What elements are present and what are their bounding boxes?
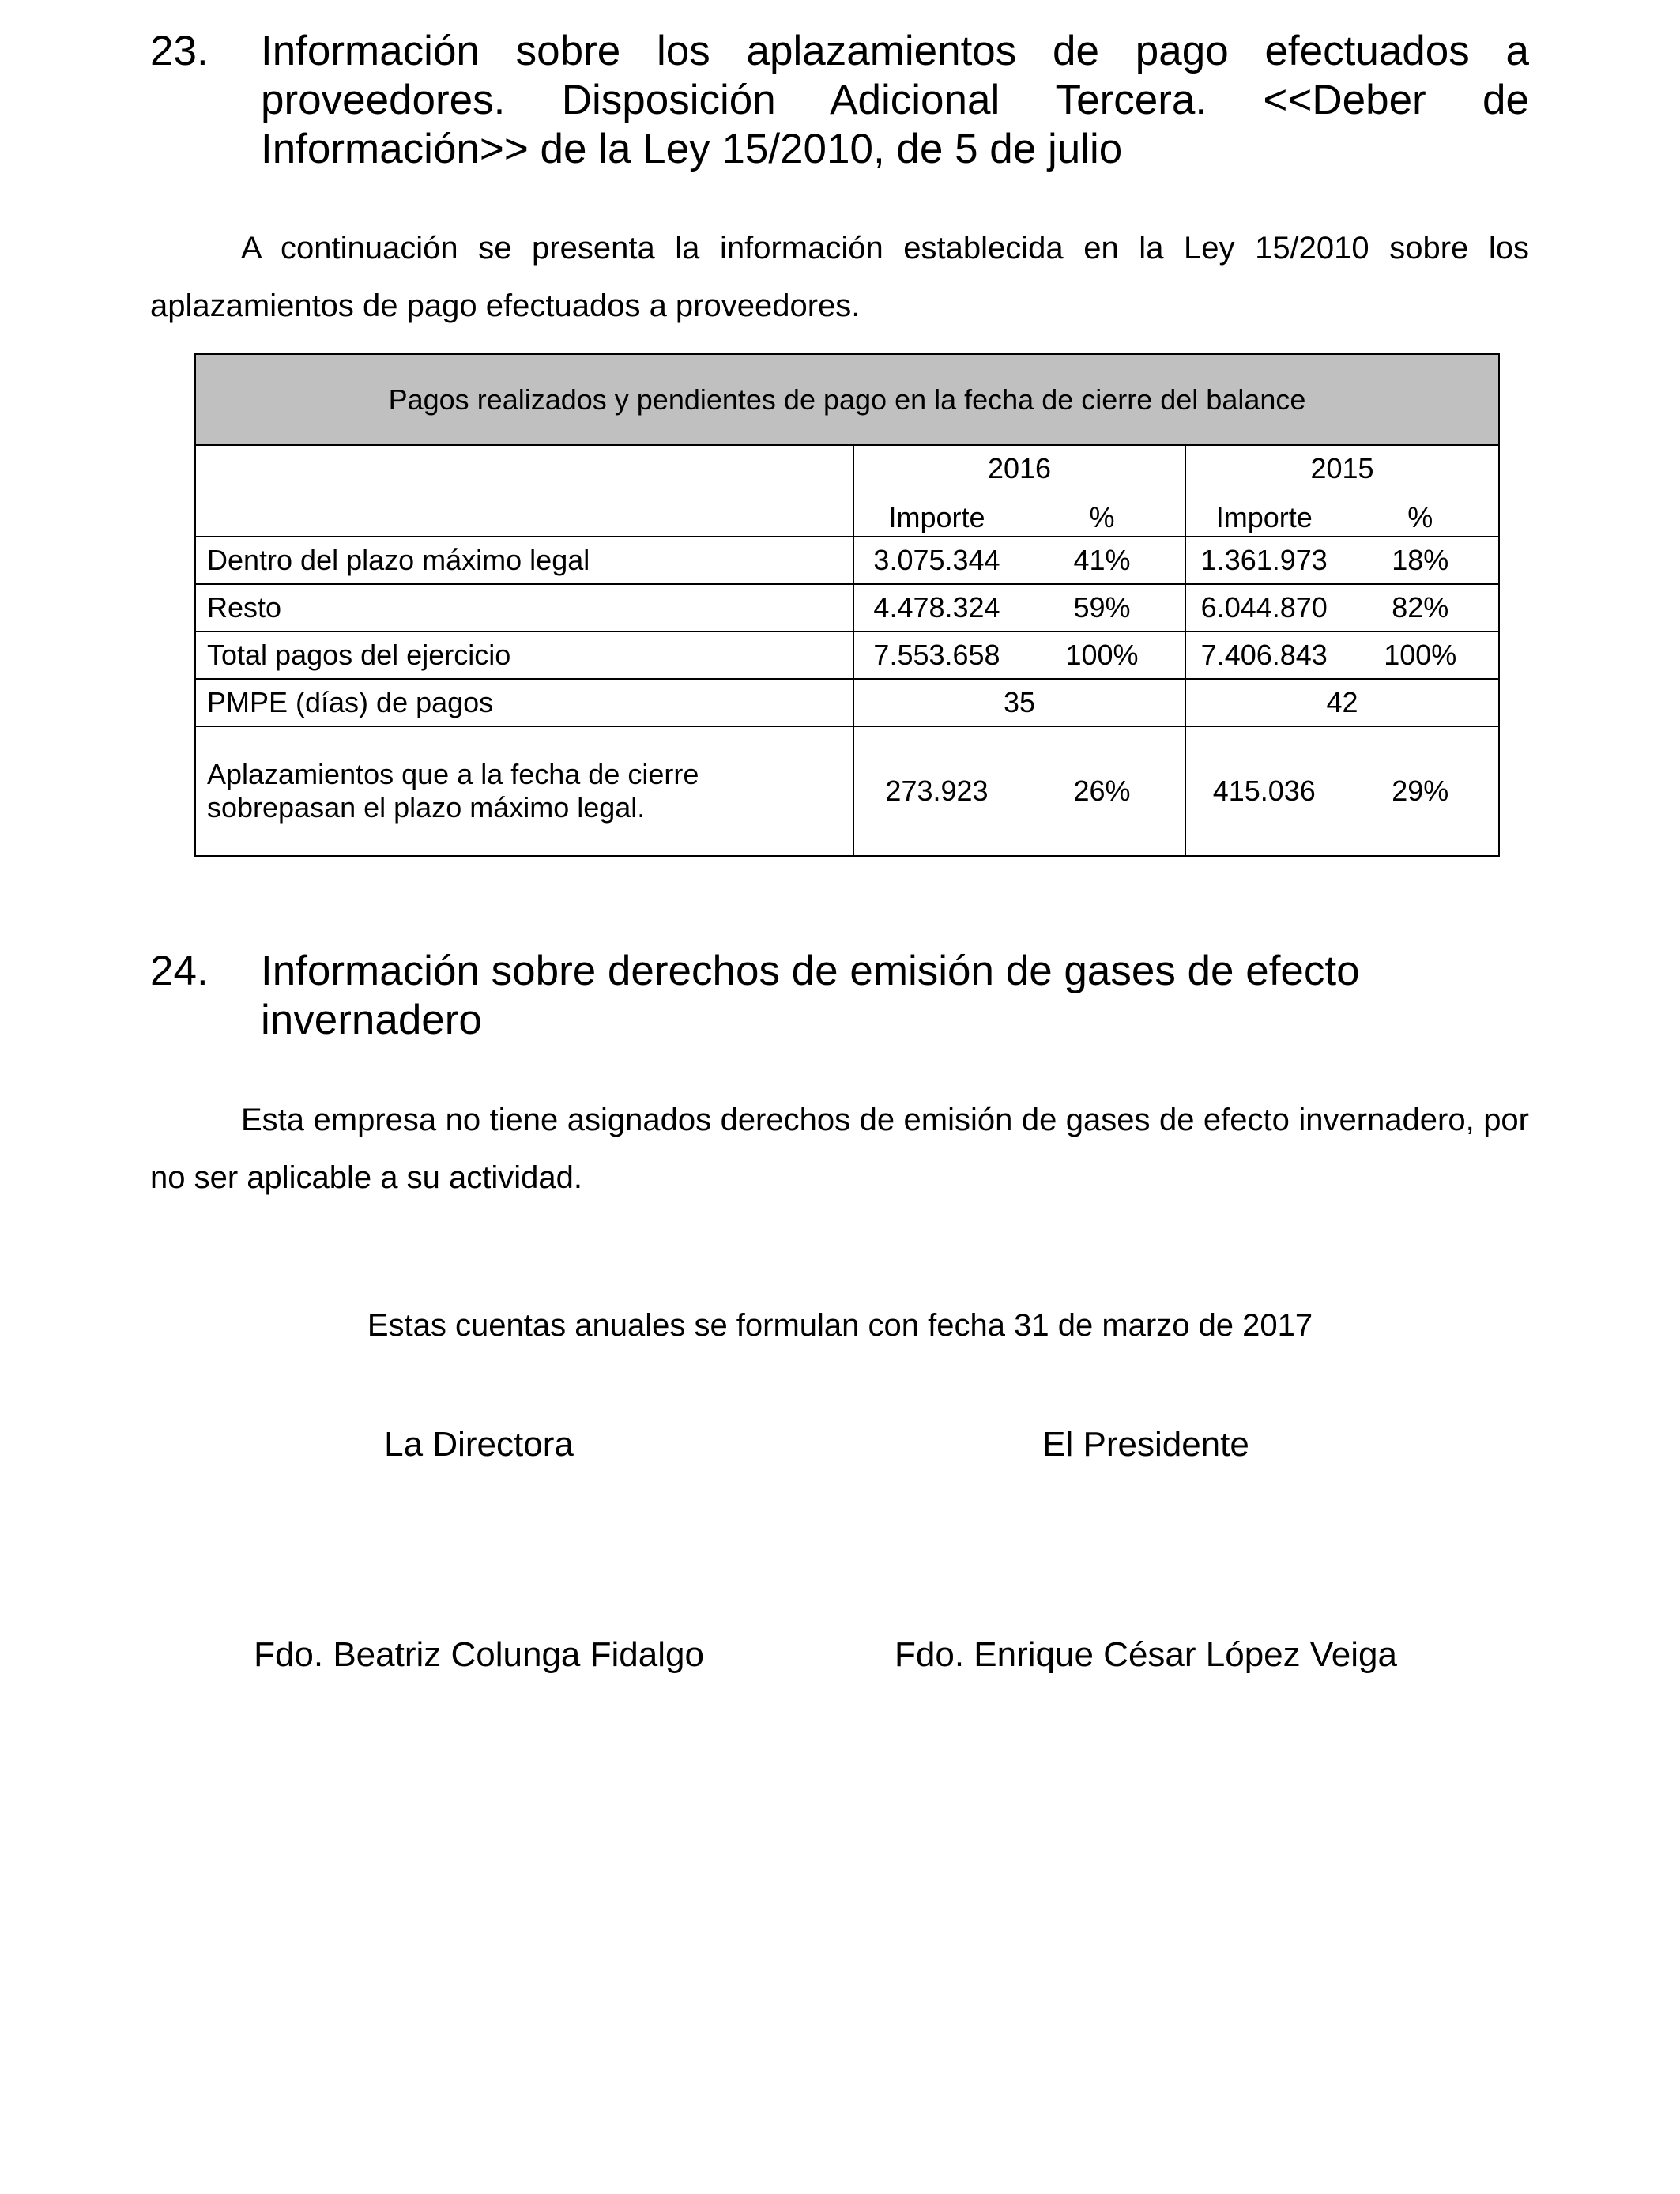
right-signatory-role: El Presidente [1042,1425,1249,1464]
importe-2015-header: Importe [1215,501,1313,533]
pct-2016-value: 26% [1073,775,1131,807]
table-row [195,537,1499,584]
pct-2016-value: 41% [1073,544,1131,576]
header-2016 [853,445,1185,537]
section-23-heading [150,27,1529,174]
row-label: Resto [195,584,853,631]
section-24-paragraph: Esta empresa no tiene asignados derechos de emisión de gases de efecto invernadero, por no ser aplicable a su actividad. [150,1103,1529,1195]
row-label [195,726,853,856]
pct-2015-value: 29% [1392,775,1449,807]
pct-2015-header: % [1407,501,1433,533]
table-row-pmpe [195,679,1499,726]
right-signatory-name: Fdo. Enrique César López Veiga [895,1635,1397,1674]
row-label: Total pagos del ejercicio [195,631,853,679]
table-row [195,631,1499,679]
pmpe-2016-value: 35 [853,679,1185,726]
payments-table [194,353,1500,857]
pct-2016-value: 100% [1065,639,1139,671]
importe-2016-value: 4.478.324 [873,591,1000,624]
importe-2015-value: 7.406.843 [1200,639,1328,671]
section-23-title: Información sobre los aplazamientos de pago efectuados a proveedores. Disposición Adicional Tercera. <<Deber de Información>> de la Ley 15/2010, de 5 de julio [261,28,1529,172]
importe-2016-value: 7.553.658 [873,639,1000,671]
row-label: Dentro del plazo máximo legal [195,537,853,584]
importe-2016-value: 3.075.344 [873,544,1000,576]
section-24-number: 24. [150,948,209,994]
header-2015 [1185,445,1499,537]
section-23-number: 23. [150,28,209,74]
left-signatory-name: Fdo. Beatriz Colunga Fidalgo [254,1635,704,1674]
importe-2016-header: Importe [888,501,985,533]
section-24-heading [150,947,1529,1045]
row-label: PMPE (días) de pagos [195,679,853,726]
pct-2015-value: 18% [1392,544,1449,576]
table-header-row [195,445,1499,537]
table-row-aplazamientos [195,726,1499,856]
left-signatory-role: La Directora [384,1425,574,1464]
year-2016-label: 2016 [987,452,1052,484]
pmpe-2015-value: 42 [1185,679,1499,726]
pct-2015-value: 82% [1392,591,1449,624]
row-label-line-2: sobrepasan el plazo máximo legal. [207,791,646,824]
section-24-title: Información sobre derechos de emisión de gases de efecto invernadero [261,948,1360,1043]
table-caption: Pagos realizados y pendientes de pago en la fecha de cierre del balance [195,354,1499,445]
header-empty-cell [195,445,853,537]
row-label-line-1: Aplazamientos que a la fecha de cierre [207,758,699,790]
importe-2015-value: 1.361.973 [1200,544,1328,576]
pct-2016-header: % [1089,501,1115,533]
pct-2015-value: 100% [1384,639,1457,671]
importe-2015-value: 6.044.870 [1200,591,1328,624]
section-23-paragraph: A continuación se presenta la información establecida en la Ley 15/2010 sobre los aplazamientos de pago efectuados a proveedores. [150,231,1529,323]
pct-2016-value: 59% [1073,591,1131,624]
importe-2016-value: 273.923 [885,775,989,807]
year-2015-label: 2015 [1310,452,1374,484]
closing-date-line: Estas cuentas anuales se formulan con fecha 31 de marzo de 2017 [367,1308,1313,1343]
table-row [195,584,1499,631]
importe-2015-value: 415.036 [1212,775,1316,807]
